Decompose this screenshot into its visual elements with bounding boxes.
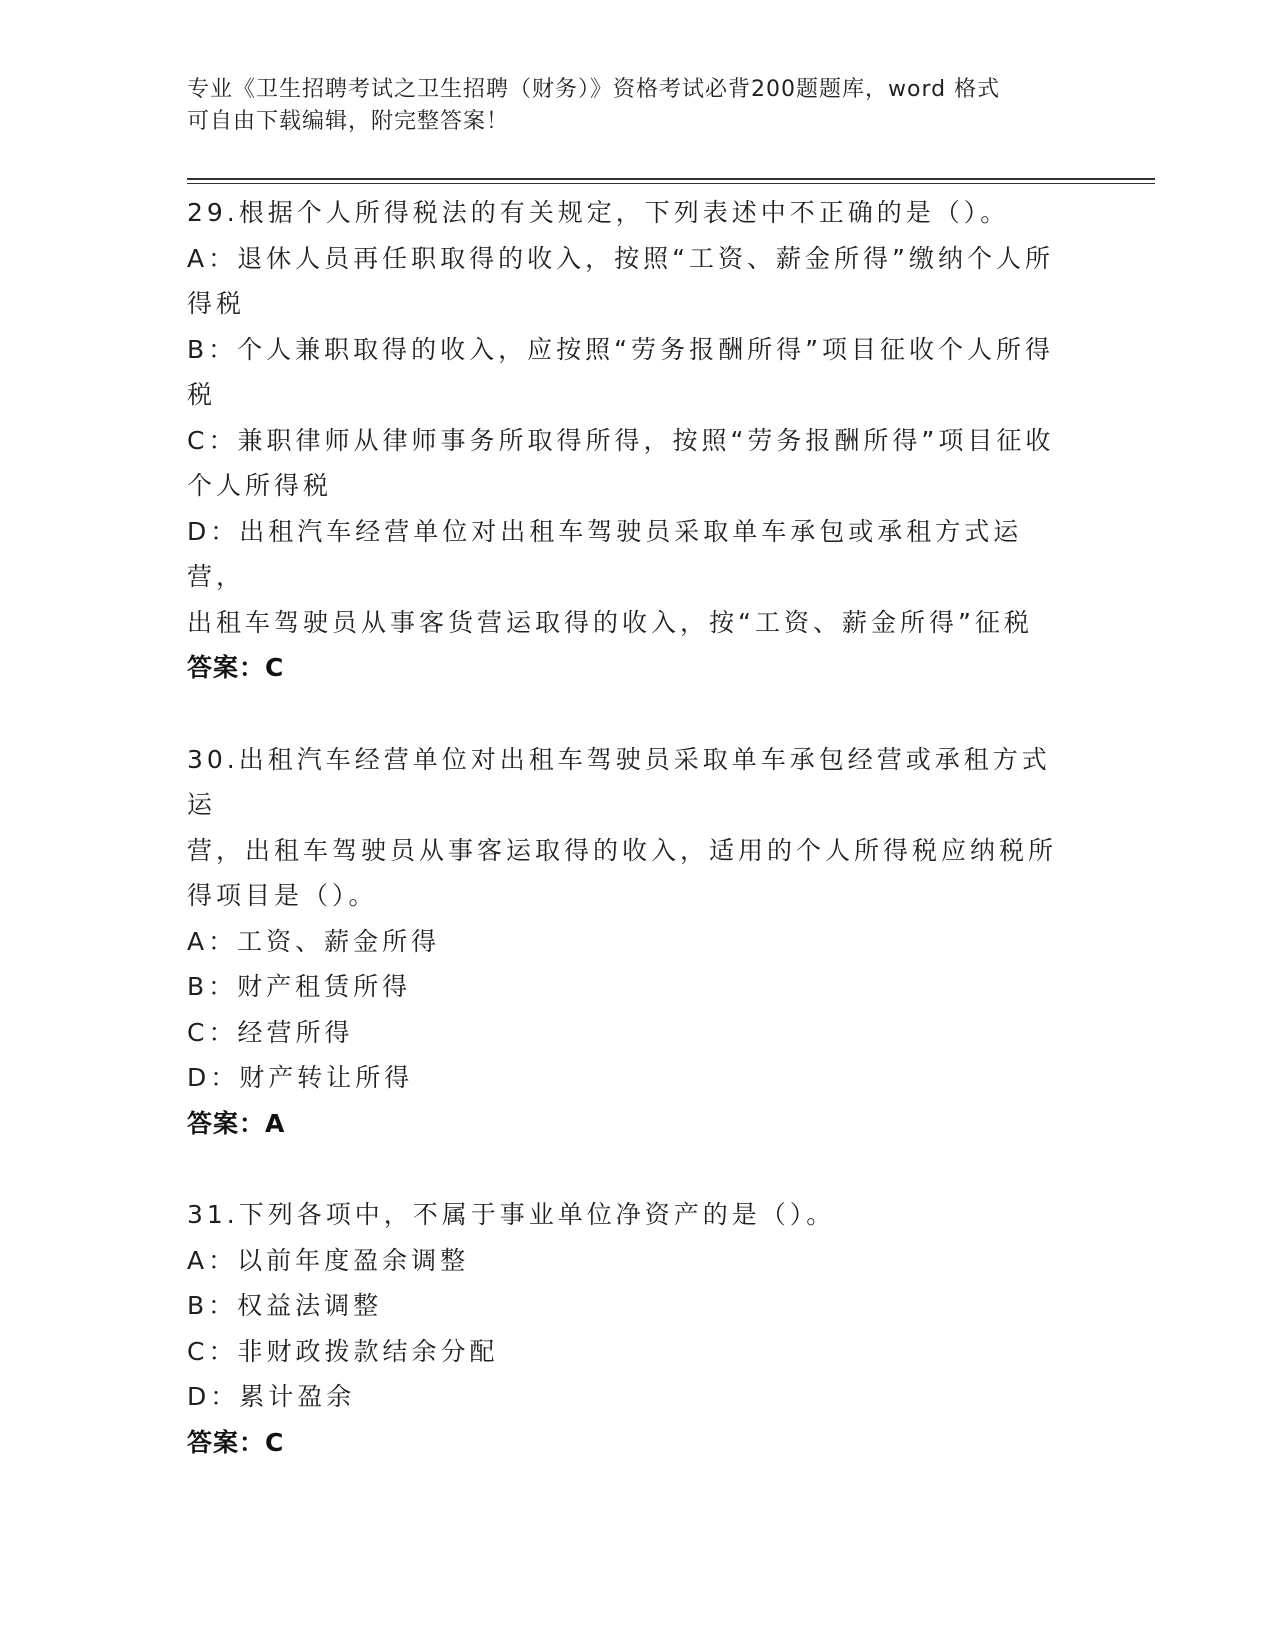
question-30 <box>187 737 1067 1147</box>
question-stem-line: 29.根据个人所得税法的有关规定，下列表述中不正确的是（）。 <box>187 198 1010 227</box>
option-b-line: B：个人兼职取得的收入，应按照“劳务报酬所得”项目征收个人所得 <box>187 334 1055 364</box>
option-a-line: A：以前年度盈余调整 <box>187 1245 470 1275</box>
option-c-line: C：非财政拨款结余分配 <box>187 1336 499 1366</box>
header-divider-thin <box>187 183 1155 184</box>
option-d-line: 出租车驾驶员从事客货营运取得的收入，按“工资、薪金所得”征税 <box>187 607 1033 637</box>
answer-label: 答案：A <box>187 1108 286 1138</box>
header-line-2: 可自由下载编辑，附完整答案！ <box>187 109 510 134</box>
question-stem-line: 得项目是（）。 <box>187 881 378 910</box>
question-31 <box>187 1192 1067 1465</box>
option-b-line: B：财产租赁所得 <box>187 972 412 1001</box>
question-stem-line: 30.出租汽车经营单位对出租车驾驶员采取单车承包经营或承租方式运 <box>187 744 1051 819</box>
question-list <box>187 190 1067 1511</box>
answer-label: 答案：C <box>187 653 285 682</box>
option-d-line: D：财产转让所得 <box>187 1063 414 1092</box>
document-header <box>187 74 1067 138</box>
question-stem-line: 31.下列各项中，不属于事业单位净资产的是（）。 <box>187 1200 836 1229</box>
question-29 <box>187 190 1067 691</box>
header-divider-thick <box>187 178 1155 180</box>
option-d-line: D：出租汽车经营单位对出租车驾驶员采取单车承包或承租方式运营， <box>187 516 1023 591</box>
option-c-line: C：经营所得 <box>187 1017 354 1047</box>
option-c-line: C：兼职律师从律师事务所取得所得，按照“劳务报酬所得”项目征收 <box>187 425 1055 455</box>
question-stem-line: 营，出租车驾驶员从事客运取得的收入，适用的个人所得税应纳税所 <box>187 835 1058 865</box>
option-a-line: 得税 <box>187 289 246 318</box>
answer-label: 答案：C <box>187 1427 285 1457</box>
option-b-line: 税 <box>187 380 217 409</box>
option-c-line: 个人所得税 <box>187 471 333 500</box>
option-d-line: D：累计盈余 <box>187 1382 356 1411</box>
option-a-line: A：工资、薪金所得 <box>187 926 441 956</box>
header-line-1: 专业《卫生招聘考试之卫生招聘（财务）》资格考试必背200题题库，word 格式 <box>187 77 1001 102</box>
option-b-line: B：权益法调整 <box>187 1291 383 1320</box>
option-a-line: A：退休人员再任职取得的收入，按照“工资、薪金所得”缴纳个人所 <box>187 243 1055 273</box>
